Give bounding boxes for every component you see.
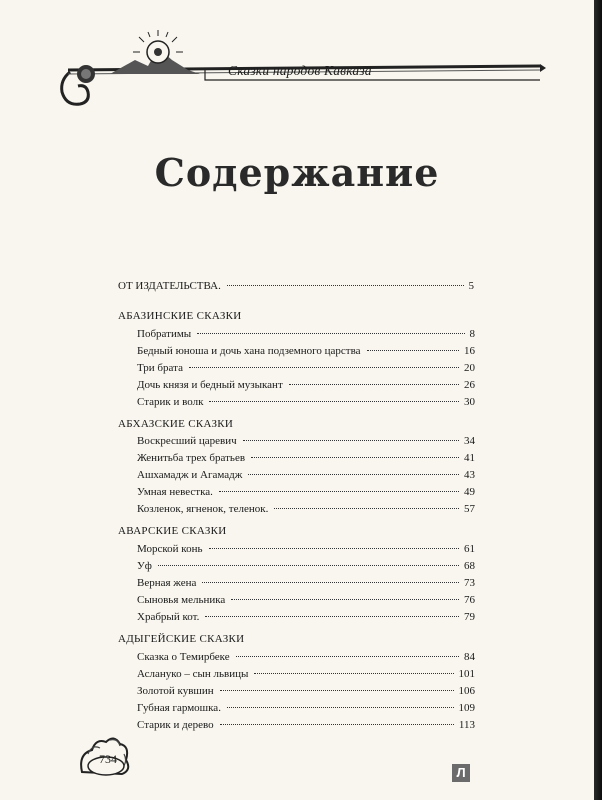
toc-entry-label: Старик и волк [137,396,204,408]
toc-entry-page: 41 [464,452,475,464]
toc-entry-page: 57 [464,503,475,515]
toc-entry[interactable] [137,685,475,697]
toc-entry-page: 73 [464,577,475,589]
toc-entry-label: Храбрый кот. [137,611,200,623]
toc-entry-page: 79 [464,611,475,623]
toc-entry-page: 68 [464,560,475,572]
dot-leader [289,383,459,385]
toc-entry-label: Верная жена [137,577,197,589]
dot-leader [219,490,459,492]
toc-entry[interactable] [137,486,475,498]
dot-leader [227,706,454,708]
dot-leader [227,284,464,286]
toc-entry-publisher[interactable] [118,280,474,292]
toc-entry-label: Сыновья мельника [137,594,226,606]
toc-entry-label: Козленок, ягненок, теленок. [137,503,269,515]
header-ornament [40,30,560,130]
toc-entry-label: ОТ ИЗДАТЕЛЬСТВА. [118,280,221,292]
toc-entry[interactable] [137,651,475,663]
toc-entry[interactable] [137,379,475,391]
toc-entry[interactable] [137,452,475,464]
section-heading-abkhaz: АБХАЗСКИЕ СКАЗКИ [118,418,234,430]
page-title: Содержание [154,150,440,195]
toc-entry-page: 16 [464,345,475,357]
toc-entry-label: Женитьба трех братьев [137,452,246,464]
toc-entry[interactable] [137,560,475,572]
toc-entry-page: 30 [464,396,475,408]
toc-entry-page: 5 [468,280,474,292]
header-title: Сказки народов Кавказа [228,63,372,78]
toc-entry[interactable] [137,668,475,680]
section-heading-adyghe: АДЫГЕЙСКИЕ СКАЗКИ [118,633,245,645]
toc-entry-label: Морской конь [137,543,203,555]
toc-entry-page: 76 [464,594,475,606]
toc-entry[interactable] [137,719,475,731]
toc-entry-label: Золотой кувшин [137,685,214,697]
toc-entry-label: Воскресший царевич [137,435,237,447]
toc-entry[interactable] [137,396,475,408]
toc-entry-label: Три брата [137,362,183,374]
toc-entry-page: 8 [469,328,475,340]
toc-entry-label: Умная невестка. [137,486,213,498]
dot-leader [220,723,454,725]
toc-entry[interactable] [137,594,475,606]
toc-entry-label: Старик и дерево [137,719,214,731]
toc-entry[interactable] [137,362,475,374]
page-number: 734 [99,752,117,766]
toc-entry-label: Аслануко – сын львицы [137,668,249,680]
dot-leader [205,615,459,617]
book-spine-edge [594,0,602,800]
dot-leader [231,598,459,600]
toc-entry-label: Сказка о Темирбеке [137,651,230,663]
toc-entry[interactable] [137,503,475,515]
toc-entry-page: 34 [464,435,475,447]
toc-entry-page: 109 [458,702,475,714]
section-heading-abaza: АБАЗИНСКИЕ СКАЗКИ [118,310,242,322]
toc-entry-page: 61 [464,543,475,555]
toc-entry-page: 26 [464,379,475,391]
dot-leader [251,456,459,458]
toc-entry-page: 101 [458,668,475,680]
toc-entry[interactable] [137,469,475,481]
toc-entry-label: Ашхамадж и Агамадж [137,469,243,481]
dot-leader [202,581,459,583]
dot-leader [197,332,464,334]
toc-entry[interactable] [137,611,475,623]
toc-entry-page: 49 [464,486,475,498]
toc-entry-page: 106 [458,685,475,697]
dot-leader [254,672,453,674]
dot-leader [367,349,459,351]
dot-leader [209,547,459,549]
dot-leader [248,473,459,475]
toc-entry-page: 84 [464,651,475,663]
toc-entry[interactable] [137,702,475,714]
toc-entry-page: 20 [464,362,475,374]
dot-leader [189,366,459,368]
dot-leader [274,507,459,509]
dot-leader [220,689,454,691]
toc-entry-label: Губная гармошка. [137,702,221,714]
toc-entry[interactable] [137,543,475,555]
dot-leader [236,655,459,657]
dot-leader [209,400,459,402]
toc-entry[interactable] [137,328,475,340]
toc-entry-label: Уф [137,560,152,572]
toc-entry[interactable] [137,435,475,447]
section-heading-avar: АВАРСКИЕ СКАЗКИ [118,525,227,537]
labirint-logo-icon: Л [452,764,470,782]
toc-entry[interactable] [137,577,475,589]
toc-entry-label: Побратимы [137,328,192,340]
toc-entry-label: Бедный юноша и дочь хана подземного царства [137,345,361,357]
dot-leader [158,564,459,566]
toc-entry-page: 113 [458,719,475,731]
dot-leader [243,439,459,441]
toc-entry[interactable] [137,345,475,357]
toc-entry-label: Дочь князя и бедный музыкант [137,379,283,391]
toc-entry-page: 43 [464,469,475,481]
